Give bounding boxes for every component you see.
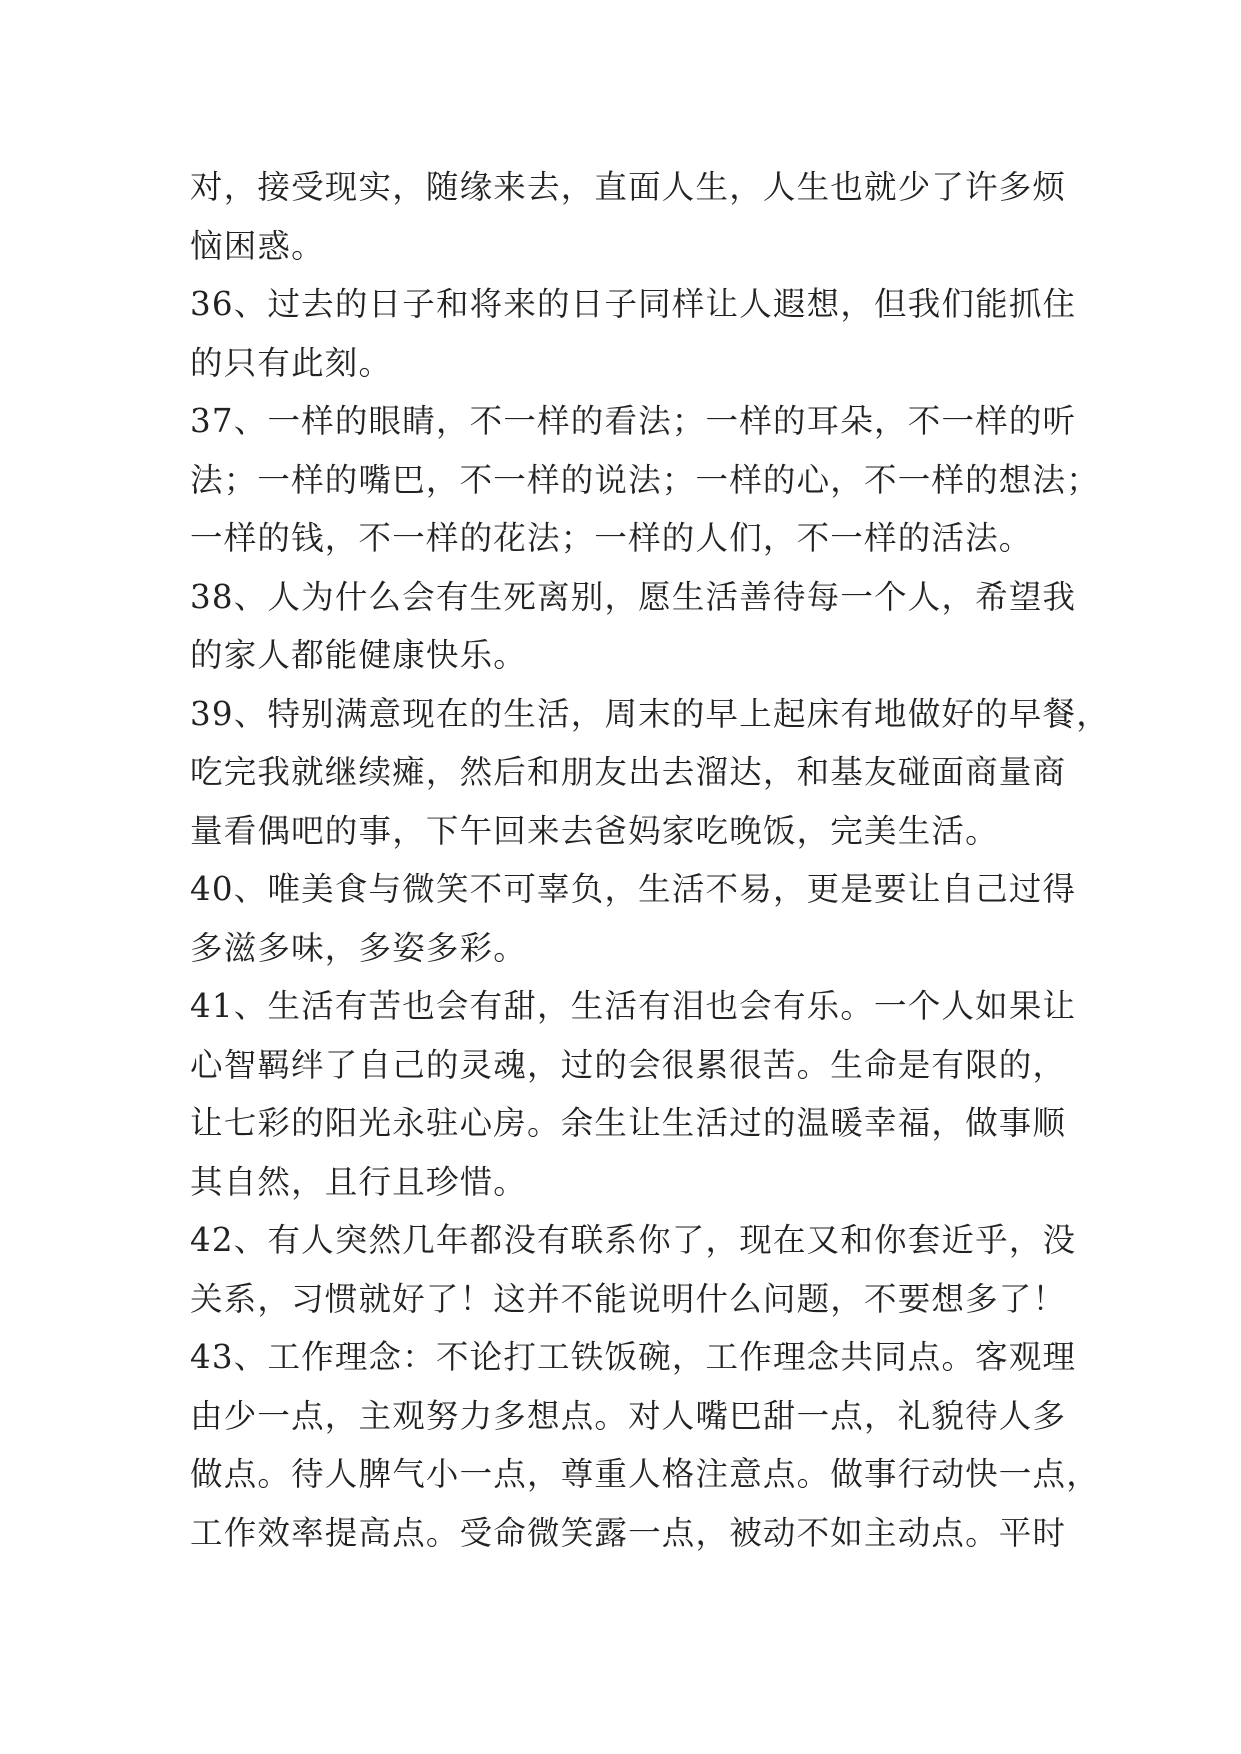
text-line: 41、生活有苦也会有甜，生活有泪也会有乐。一个人如果让 — [190, 987, 1077, 1025]
text-line: 关系，习惯就好了！这并不能说明什么问题，不要想多了！ — [190, 1279, 1067, 1318]
text-line: 吃完我就继续瘫，然后和朋友出去溜达，和基友碰面商量商 — [190, 753, 1067, 791]
body-text — [190, 158, 1110, 1562]
text-line: 的家人都能健康快乐。 — [190, 636, 528, 674]
text-line: 一样的钱，不一样的花法；一样的人们，不一样的活法。 — [190, 519, 1033, 557]
text-line: 42、有人突然几年都没有联系你了，现在又和你套近乎，没 — [190, 1221, 1077, 1259]
text-line: 43、工作理念：不论打工铁饭碗，工作理念共同点。客观理 — [190, 1338, 1077, 1376]
text-line: 量看偶吧的事，下午回来去爸妈家吃晚饭，完美生活。 — [190, 811, 999, 850]
text-line: 做点。待人脾气小一点，尊重人格注意点。做事行动快一点， — [190, 1455, 1100, 1493]
text-line: 40、唯美食与微笑不可辜负，生活不易，更是要让自己过得 — [190, 870, 1077, 908]
text-line: 的只有此刻。 — [190, 343, 393, 382]
text-line: 由少一点，主观努力多想点。对人嘴巴甜一点，礼貌待人多 — [190, 1396, 1067, 1435]
text-line: 多滋多味，多姿多彩。 — [190, 928, 528, 967]
text-line: 38、人为什么会有生死离别，愿生活善待每一个人，希望我 — [190, 577, 1077, 616]
text-line: 39、特别满意现在的生活，周末的早上起床有地做好的早餐， — [190, 694, 1110, 733]
text-line: 37、一样的眼睛，不一样的看法；一样的耳朵，不一样的听 — [190, 402, 1077, 440]
text-line: 让七彩的阳光永驻心房。余生让生活过的温暖幸福，做事顺 — [190, 1104, 1067, 1142]
text-line: 心智羁绊了自己的灵魂，过的会很累很苦。生命是有限的， — [190, 1045, 1067, 1084]
text-line: 工作效率提高点。受命微笑露一点，被动不如主动点。平时 — [190, 1513, 1067, 1552]
text-line: 对，接受现实，随缘来去，直面人生，人生也就少了许多烦 — [190, 168, 1067, 206]
text-line: 法；一样的嘴巴，不一样的说法；一样的心，不一样的想法； — [190, 460, 1100, 499]
text-line: 36、过去的日子和将来的日子同样让人遐想，但我们能抓住 — [190, 285, 1077, 323]
text-line: 其自然，且行且珍惜。 — [190, 1162, 528, 1201]
text-line: 恼困惑。 — [190, 226, 325, 265]
